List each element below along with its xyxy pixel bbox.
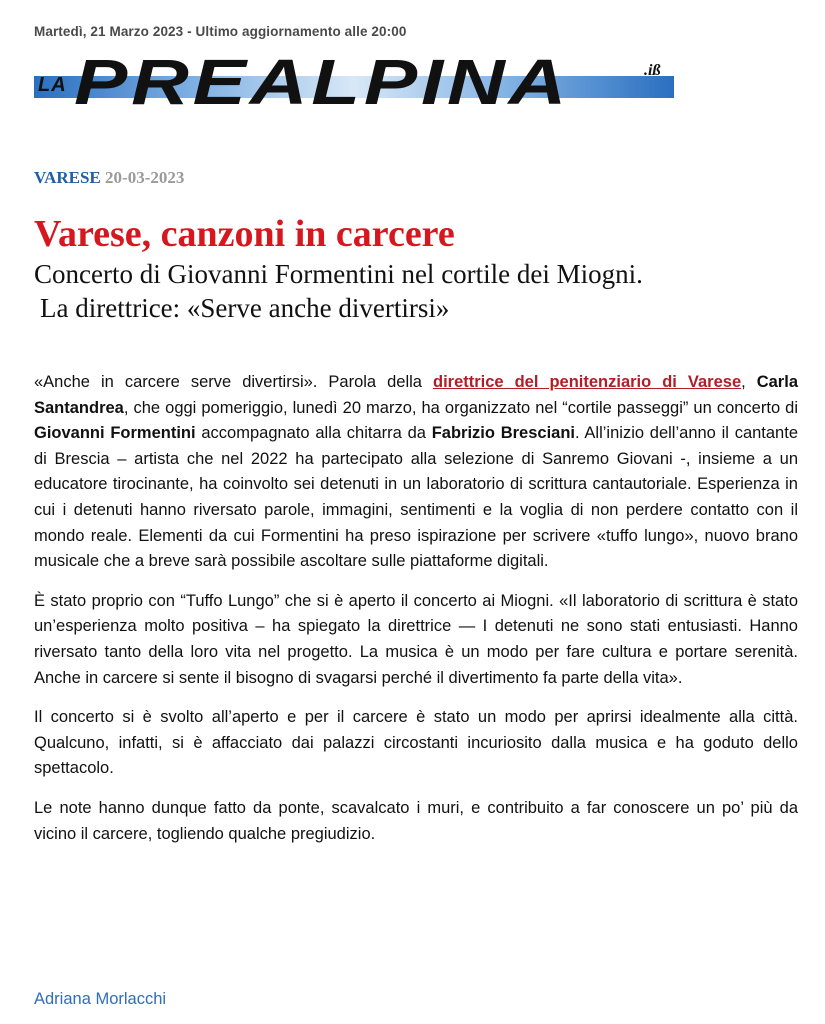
section-label [34,168,184,188]
paragraph-3: Il concerto si è svolto all’aperto e per il carcere è stato un modo per aprirsi idealmente alla città. Qualcuno, infatti, si è affacciato dai palazzi circostanti incuriosito dalla musica e ha goduto dello spettacolo. [34,708,798,778]
article-author[interactable]: Adriana Morlacchi [34,990,167,1008]
masthead-prefix: LA [38,74,67,96]
subhead-line-1: Concerto di Giovanni Formentini nel cortile dei Miogni. [34,259,643,289]
article-body [34,370,798,861]
subhead-line-2: La direttrice: «Serve anche divertirsi» [40,292,450,323]
paragraph-4: Le note hanno dunque fatto da ponte, scavalcato i muri, e contribuito a far conoscere un po’ più da vicino il carcere, togliendo qualche pregiudizio. [34,798,798,843]
person-carla-santandrea: Carla Santandrea [34,373,798,417]
section-city[interactable]: VARESE [34,168,101,187]
dateline: Martedì, 21 Marzo 2023 - Ultimo aggiornamento alle 20:00 [34,24,407,39]
section-date: 20-03-2023 [105,168,185,187]
p1-text-b: , [741,373,757,391]
article-subhead [34,258,643,326]
person-fabrizio-bresciani: Fabrizio Bresciani [431,424,575,443]
paragraph-1 [34,370,798,575]
director-link[interactable]: direttrice del penitenziario di Varese [432,373,742,391]
masthead-name: PREALPINA [74,46,571,118]
masthead-mark: .iß [644,62,661,79]
p1-text-a: «Anche in carcere serve divertirsi». Parola della [34,373,433,391]
article-headline: Varese, canzoni in carcere [34,213,455,255]
paragraph-2: È stato proprio con “Tuffo Lungo” che si è aperto il concerto ai Miogni. «Il laboratorio di scrittura è stato un’esperienza molto positiva – ha spiegato la direttrice — I detenuti ne sono stati entusiasti. Hanno riversato tanto della loro vita nel progetto. La musica è un modo per fare cultura e portare serenità. Anche in carcere si sente il bisogno di svagarsi perché il divertimento fa parte della vita». [34,591,798,687]
p1-text-e: . All’inizio dell’anno il cantante di Brescia – artista che nel 2022 ha partecipato alla selezione di Sanremo Giovani -, insieme a un educatore tirocinante, ha coinvolto sei detenuti in un laboratorio di scrittura cantautoriale. Esperienza in cui i detenuti hanno riversato parole, immagini, sentimenti e la voglia di non perdere contatto con il mondo reale. Elementi da cui Formentini ha preso ispirazione per scrivere «tuffo lungo», nuovo brano musicale che a breve sarà possibile ascoltare sulle piattaforme digitali. [34,424,798,571]
p1-text-c: , che oggi pomeriggio, lunedì 20 marzo, ha organizzato nel “cortile passeggi” un concerto di [123,398,798,417]
p1-text-d: accompagnato alla chitarra da [195,424,432,443]
masthead-logo[interactable] [34,46,674,128]
person-giovanni-formentini: Giovanni Formentini [34,424,196,443]
